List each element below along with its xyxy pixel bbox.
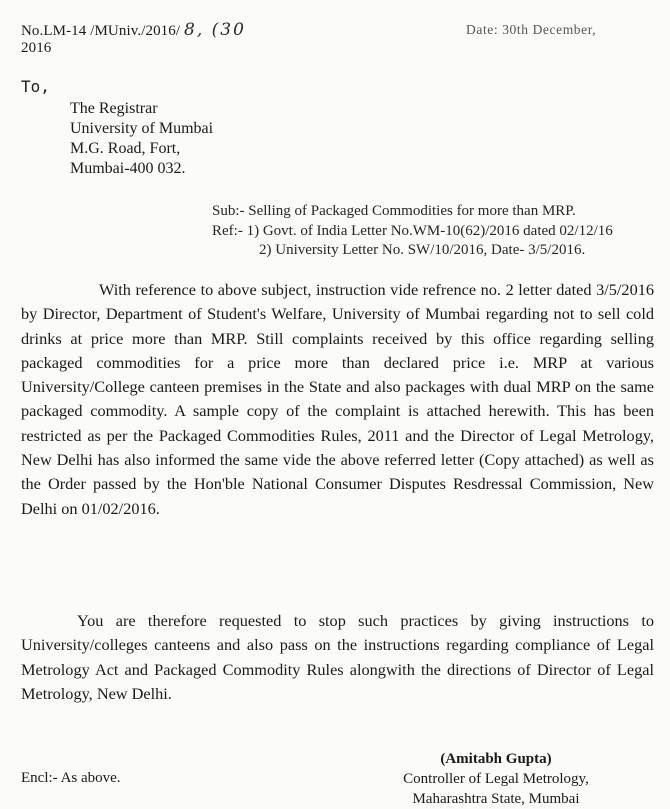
- subject-line: Sub:- Selling of Packaged Commodities for more than MRP.: [212, 203, 576, 219]
- recipient-line: Mumbai-400 032.: [70, 160, 186, 177]
- salutation: To,: [21, 77, 50, 96]
- reference-line-2: 2) University Letter No. SW/10/2016, Date- 3/5/2016.: [259, 242, 586, 258]
- letter-date: Date: 30th December,: [466, 22, 597, 37]
- recipient-address: [70, 99, 213, 179]
- reference-number-text: No.LM-14 /MUniv./2016/: [21, 23, 181, 39]
- body-paragraph-1: With reference to above subject, instruction vide refrence no. 2 letter dated 3/5/2016 by Director, Department of Student's Welfare, University of Mumbai regarding not to sell cold drinks at price more than MRP. Still complaints received by this office regarding selling packaged commodities for a price more than declared price i.e. MRP at various University/College canteen premises in the State and also packages with dual MRP on the same packaged commodity. A sample copy of the complaint is attached herewith. This has been restricted as per the Packaged Commodities Rules, 2011 and the Director of Legal Metrology, New Delhi has also informed the same vide the above referred letter (Copy attached) as well as the Order passed by the Hon'ble National Consumer Disputes Resdressal Commission, New Delhi on 01/02/2016.: [21, 280, 654, 518]
- signature-block: [366, 749, 626, 809]
- handwritten-number: 8, (30: [184, 20, 246, 40]
- enclosure-note: Encl:- As above.: [21, 770, 121, 786]
- body-paragraph-2: You are therefore requested to stop such practices by giving instructions to University/colleges canteens and also pass on the instructions regarding compliance of Legal Metrology Act and Packaged Commodity Rules alongwith the directions of Director of Legal Metrology, New Delhi.: [21, 611, 654, 703]
- reference-number: [21, 20, 246, 40]
- recipient-line: The Registrar: [70, 100, 158, 117]
- recipient-line: University of Mumbai: [70, 120, 214, 137]
- signatory-state: Maharashtra State, Mumbai: [412, 791, 580, 807]
- signatory-title: Controller of Legal Metrology,: [403, 771, 589, 787]
- signatory-name: (Amitabh Gupta): [440, 751, 552, 767]
- reference-line-1: Ref:- 1) Govt. of India Letter No.WM-10(62)/2016 dated 02/12/16: [212, 223, 613, 239]
- recipient-line: M.G. Road, Fort,: [70, 140, 181, 157]
- reference-year: 2016: [21, 40, 52, 56]
